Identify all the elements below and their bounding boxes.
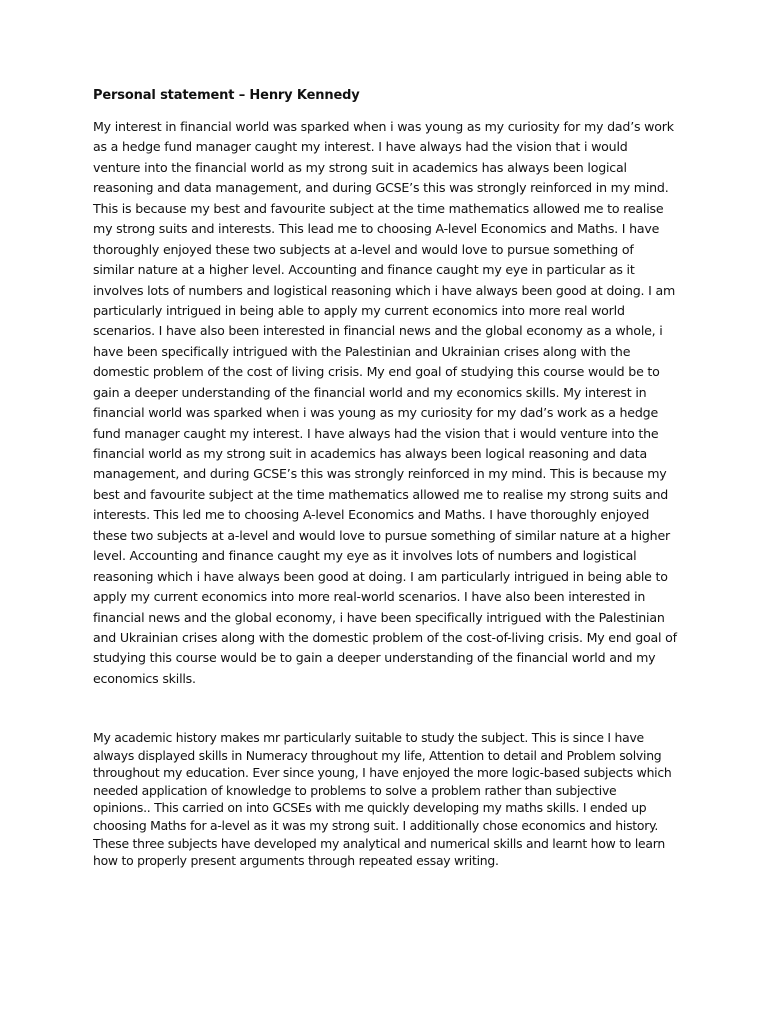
document-page bbox=[93, 0, 677, 1024]
paragraph-academic-history: My academic history makes mr particularly suitable to study the subject. This is since I have always displayed skills in Numeracy throughout my life, Attention to detail and Problem solving throughout my education. Ever since young, I have enjoyed the more logic-based subjects which needed application of knowledge to problems to solve a problem rather than subjective opinions.. This carried on into GCSEs with me quickly developing my maths skills. I ended up choosing Maths for a-level as it was my strong suit. I additionally chose economics and history. These three subjects have developed my analytical and numerical skills and learnt how to learn how to properly present arguments through repeated essay writing. bbox=[93, 730, 672, 869]
document-title: Personal statement – Henry Kennedy bbox=[93, 88, 360, 103]
paragraph-motivation: My interest in financial world was sparked when i was young as my curiosity for my dad’s work as a hedge fund manager caught my interest. I have always had the vision that i would venture into the financial world as my strong suit in academics has always been logical reasoning and data management, and during GCSE’s this was strongly reinforced in my mind. This is because my best and favourite subject at the time mathematics allowed me to realise my strong suits and interests. This lead me to choosing A-level Economics and Maths. I have thoroughly enjoyed these two subjects at a-level and would love to pursue something of similar nature at a higher level. Accounting and finance caught my eye in particular as it involves lots of numbers and logistical reasoning which i have always been good at doing. I am particularly intrigued in being able to apply my current economics into more real world scenarios. I have also been interested in financial news and the global economy as a whole, i have been specifically intrigued with the Palestinian and Ukrainian crises along with the domestic problem of the cost of living crisis. My end goal of studying this course would be to gain a deeper understanding of the financial world and my economics skills. My interest in financial world was sparked when i was young as my curiosity for my dad’s work as a hedge fund manager caught my interest. I have always had the vision that i would venture into the financial world as my strong suit in academics has always been logical reasoning and data management, and during GCSE’s this was strongly reinforced in my mind. This is because my best and favourite subject at the time mathematics allowed me to realise my strong suits and interests. This led me to choosing A-level Economics and Maths. I have thoroughly enjoyed these two subjects at a-level and would love to pursue something of similar nature at a higher level. Accounting and finance caught my eye as it involves lots of numbers and logistical reasoning which i have always been good at doing. I am particularly intrigued in being able to apply my current economics into more real-world scenarios. I have also been interested in financial news and the global economy, i have been specifically intrigued with the Palestinian and Ukrainian crises along with the domestic problem of the cost-of-living crisis. My end goal of studying this course would be to gain a deeper understanding of the financial world and my economics skills. bbox=[93, 119, 677, 686]
